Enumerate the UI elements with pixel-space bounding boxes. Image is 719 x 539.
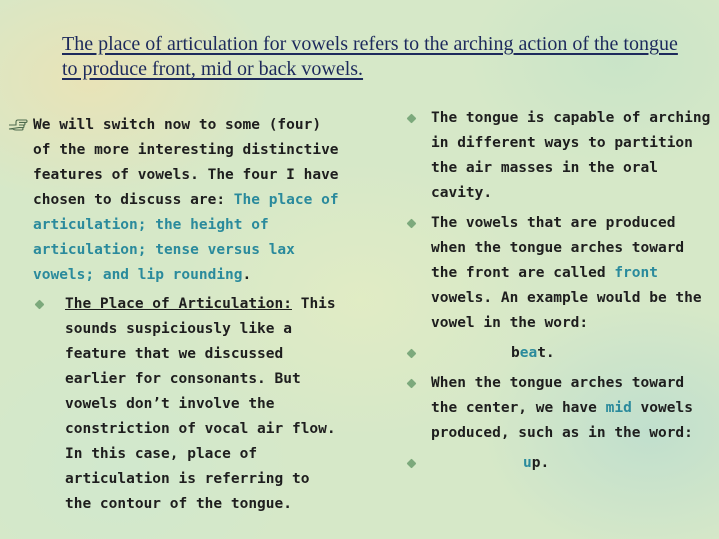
diamond-bullet-icon [35, 300, 45, 310]
word1-post: t. [537, 345, 555, 361]
intro-text-highlight: The place of articulation; the height of articulation; tense versus lax vowels; and lip rounding [33, 192, 339, 283]
diamond-bullet-icon [407, 349, 417, 359]
word2-post: p. [531, 455, 550, 471]
diamond-bullet-icon [407, 219, 417, 229]
right-bullet-2 [405, 211, 719, 336]
word1-pre: b [511, 345, 520, 361]
word-beat [431, 345, 555, 361]
word1-highlight: ea [519, 345, 538, 361]
intro-text-before: We will switch now to some (four) of the more interesting distinctive features of vowels. The four I have chosen to discuss are: [33, 117, 339, 208]
diamond-bullet-icon [407, 379, 417, 389]
right-column [405, 106, 719, 476]
intro-text-after: . [242, 267, 252, 283]
right-bullet-5 [405, 451, 719, 476]
right-bullet-3 [405, 341, 719, 366]
word2-highlight: u [523, 455, 532, 471]
word-up [431, 455, 549, 471]
item4-text-before: When the tongue arches toward the center, we have [431, 375, 685, 416]
sub-heading: The Place of Articulation: [65, 296, 292, 312]
intro-bullet [8, 113, 343, 288]
sub-text: This sounds suspiciously like a feature that we discussed earlier for consonants. But vowels don’t involve the constriction of vocal air flow. In this case, place of articulation is referring to the contour of the tongue. [65, 296, 336, 512]
right-bullet-1 [405, 106, 719, 206]
item2-text-before: The vowels that are produced when the tongue arches toward the front are called [431, 215, 685, 281]
item1-text: The tongue is capable of arching in different ways to partition the air masses in the oral cavity. [431, 110, 711, 201]
diamond-bullet-icon [407, 114, 417, 124]
slide-title: The place of articulation for vowels refers to the arching action of the tongue to produce front, mid or back vowels. [62, 33, 678, 80]
item4-highlight: mid [605, 400, 632, 416]
right-bullet-4 [405, 371, 719, 446]
diamond-bullet-icon [407, 459, 417, 469]
item4-text-after: vowels produced, such as in the word: [431, 400, 693, 441]
item2-text-after: vowels. An example would be the vowel in the word: [431, 290, 702, 331]
left-column [8, 113, 343, 517]
sub-bullet-place [33, 292, 343, 517]
item2-highlight: front [614, 265, 658, 281]
pointing-hand-icon [8, 113, 28, 138]
